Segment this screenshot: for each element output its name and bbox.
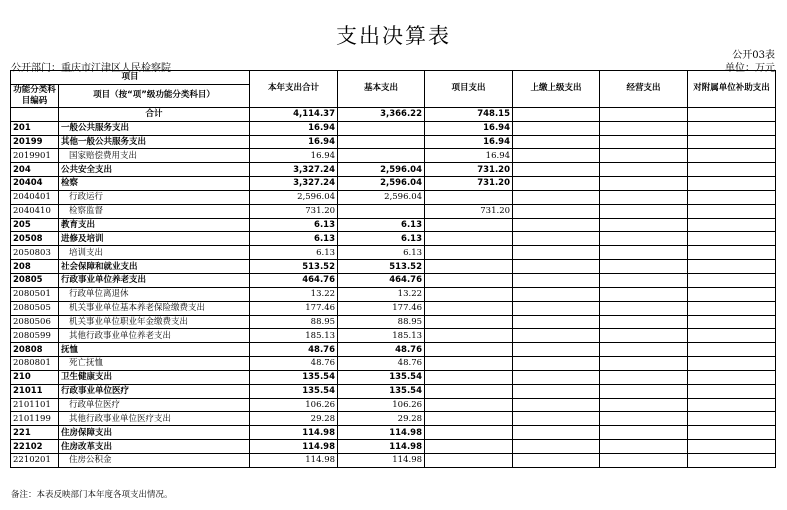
row-subsidy <box>688 315 776 329</box>
table-row <box>11 412 776 426</box>
row-total: 6.13 <box>250 246 338 260</box>
row-operating <box>600 149 688 163</box>
row-total: 135.54 <box>250 384 338 398</box>
row-operating <box>600 357 688 371</box>
table-row <box>11 204 776 218</box>
table-row <box>11 260 776 274</box>
row-subsidy <box>688 426 776 440</box>
row-project <box>425 426 513 440</box>
header-total: 本年支出合计 <box>250 71 338 108</box>
row-operating <box>600 107 688 121</box>
row-code: 204 <box>11 163 59 177</box>
header-subsidy: 对附属单位补助支出 <box>688 71 776 108</box>
row-operating <box>600 273 688 287</box>
row-operating <box>600 343 688 357</box>
row-name: 行政事业单位医疗 <box>59 384 250 398</box>
row-code: 2080501 <box>11 287 59 301</box>
table-row <box>11 384 776 398</box>
table-row <box>11 301 776 315</box>
row-name: 教育支出 <box>59 218 250 232</box>
table-row <box>11 232 776 246</box>
row-upper <box>513 121 600 135</box>
row-total: 6.13 <box>250 218 338 232</box>
row-upper <box>513 398 600 412</box>
row-code: 2040401 <box>11 190 59 204</box>
row-basic <box>338 149 425 163</box>
row-project: 731.20 <box>425 177 513 191</box>
table-row <box>11 453 776 467</box>
row-subsidy <box>688 301 776 315</box>
row-total: 464.76 <box>250 273 338 287</box>
row-project: 731.20 <box>425 204 513 218</box>
table-row <box>11 315 776 329</box>
row-basic: 185.13 <box>338 329 425 343</box>
header-project-exp: 项目支出 <box>425 71 513 108</box>
row-subsidy <box>688 343 776 357</box>
row-code: 221 <box>11 426 59 440</box>
row-name: 机关事业单位职业年金缴费支出 <box>59 315 250 329</box>
row-subsidy <box>688 232 776 246</box>
row-upper <box>513 273 600 287</box>
row-upper <box>513 204 600 218</box>
row-project <box>425 343 513 357</box>
table-row <box>11 370 776 384</box>
row-basic: 29.28 <box>338 412 425 426</box>
department-label: 公开部门：重庆市江津区人民检察院 <box>11 63 171 74</box>
row-subsidy <box>688 135 776 149</box>
row-basic: 48.76 <box>338 357 425 371</box>
header-basic: 基本支出 <box>338 71 425 108</box>
row-upper <box>513 218 600 232</box>
row-subsidy <box>688 398 776 412</box>
row-operating <box>600 301 688 315</box>
row-total: 88.95 <box>250 315 338 329</box>
row-upper <box>513 287 600 301</box>
row-name: 住房保障支出 <box>59 426 250 440</box>
row-upper <box>513 177 600 191</box>
row-subsidy <box>688 107 776 121</box>
row-project: 16.94 <box>425 121 513 135</box>
row-name: 行政单位医疗 <box>59 398 250 412</box>
table-row <box>11 398 776 412</box>
row-name: 抚恤 <box>59 343 250 357</box>
row-total: 16.94 <box>250 149 338 163</box>
header-name: 项目（按“项”级功能分类科目） <box>59 84 250 107</box>
row-subsidy <box>688 357 776 371</box>
row-basic: 135.54 <box>338 384 425 398</box>
row-name: 合计 <box>59 107 250 121</box>
row-project <box>425 218 513 232</box>
row-name: 卫生健康支出 <box>59 370 250 384</box>
row-operating <box>600 412 688 426</box>
row-project <box>425 232 513 246</box>
row-code: 2080801 <box>11 357 59 371</box>
row-subsidy <box>688 287 776 301</box>
row-upper <box>513 440 600 454</box>
row-subsidy <box>688 412 776 426</box>
row-total: 135.54 <box>250 370 338 384</box>
row-total: 177.46 <box>250 301 338 315</box>
row-name: 死亡抚恤 <box>59 357 250 371</box>
row-code: 2019901 <box>11 149 59 163</box>
row-name: 住房改革支出 <box>59 440 250 454</box>
row-total: 48.76 <box>250 357 338 371</box>
row-total: 16.94 <box>250 121 338 135</box>
row-basic <box>338 121 425 135</box>
form-code: 公开03表 <box>732 50 775 61</box>
header-code: 功能分类科目编码 <box>11 84 59 107</box>
row-total: 4,114.37 <box>250 107 338 121</box>
row-project <box>425 287 513 301</box>
row-total: 48.76 <box>250 343 338 357</box>
row-basic: 6.13 <box>338 218 425 232</box>
row-project <box>425 315 513 329</box>
header-upper: 上缴上级支出 <box>513 71 600 108</box>
row-code: 2101199 <box>11 412 59 426</box>
row-basic: 6.13 <box>338 246 425 260</box>
row-project <box>425 329 513 343</box>
row-basic: 48.76 <box>338 343 425 357</box>
table-row <box>11 357 776 371</box>
row-upper <box>513 135 600 149</box>
row-operating <box>600 426 688 440</box>
row-name: 国家赔偿费用支出 <box>59 149 250 163</box>
row-basic: 114.98 <box>338 440 425 454</box>
row-project <box>425 398 513 412</box>
header-project: 项目 <box>11 71 250 85</box>
row-code: 2101101 <box>11 398 59 412</box>
row-name: 住房公积金 <box>59 453 250 467</box>
row-code: 20199 <box>11 135 59 149</box>
total-row <box>11 107 776 121</box>
row-name: 其他行政事业单位养老支出 <box>59 329 250 343</box>
row-code: 2080506 <box>11 315 59 329</box>
row-total: 185.13 <box>250 329 338 343</box>
row-basic: 106.26 <box>338 398 425 412</box>
row-code: 205 <box>11 218 59 232</box>
row-operating <box>600 384 688 398</box>
row-basic: 177.46 <box>338 301 425 315</box>
row-name: 社会保障和就业支出 <box>59 260 250 274</box>
row-total: 16.94 <box>250 135 338 149</box>
row-upper <box>513 246 600 260</box>
row-name: 行政事业单位养老支出 <box>59 273 250 287</box>
row-name: 其他行政事业单位医疗支出 <box>59 412 250 426</box>
row-upper <box>513 453 600 467</box>
table-row <box>11 246 776 260</box>
row-code: 208 <box>11 260 59 274</box>
row-total: 106.26 <box>250 398 338 412</box>
row-code: 210 <box>11 370 59 384</box>
row-upper <box>513 412 600 426</box>
row-upper <box>513 370 600 384</box>
table-row <box>11 163 776 177</box>
row-operating <box>600 260 688 274</box>
row-subsidy <box>688 440 776 454</box>
row-project <box>425 190 513 204</box>
row-basic: 135.54 <box>338 370 425 384</box>
row-basic: 88.95 <box>338 315 425 329</box>
table-row <box>11 149 776 163</box>
row-subsidy <box>688 163 776 177</box>
row-project <box>425 260 513 274</box>
row-operating <box>600 370 688 384</box>
row-basic: 513.52 <box>338 260 425 274</box>
row-code: 20805 <box>11 273 59 287</box>
table-row <box>11 273 776 287</box>
row-project <box>425 370 513 384</box>
row-basic: 464.76 <box>338 273 425 287</box>
row-basic: 6.13 <box>338 232 425 246</box>
row-project <box>425 301 513 315</box>
row-total: 513.52 <box>250 260 338 274</box>
row-subsidy <box>688 177 776 191</box>
row-upper <box>513 426 600 440</box>
row-operating <box>600 121 688 135</box>
table-row <box>11 218 776 232</box>
row-name: 进修及培训 <box>59 232 250 246</box>
row-operating <box>600 218 688 232</box>
row-project: 748.15 <box>425 107 513 121</box>
row-total: 114.98 <box>250 440 338 454</box>
row-name: 一般公共服务支出 <box>59 121 250 135</box>
table-row <box>11 287 776 301</box>
row-project <box>425 440 513 454</box>
row-name: 公共安全支出 <box>59 163 250 177</box>
row-operating <box>600 163 688 177</box>
row-name: 培训支出 <box>59 246 250 260</box>
row-total: 3,327.24 <box>250 177 338 191</box>
row-project: 731.20 <box>425 163 513 177</box>
row-operating <box>600 246 688 260</box>
row-upper <box>513 163 600 177</box>
row-basic: 2,596.04 <box>338 190 425 204</box>
row-name: 检察 <box>59 177 250 191</box>
row-total: 114.98 <box>250 453 338 467</box>
row-subsidy <box>688 121 776 135</box>
row-project <box>425 246 513 260</box>
row-subsidy <box>688 329 776 343</box>
table-row <box>11 135 776 149</box>
row-code: 201 <box>11 121 59 135</box>
row-operating <box>600 204 688 218</box>
unit-label: 单位：万元 <box>725 63 775 74</box>
row-total: 3,327.24 <box>250 163 338 177</box>
row-name: 其他一般公共服务支出 <box>59 135 250 149</box>
footnote: 备注：本表反映部门本年度各项支出情况。 <box>11 490 173 500</box>
row-subsidy <box>688 453 776 467</box>
expenditure-table <box>10 70 776 468</box>
row-subsidy <box>688 370 776 384</box>
row-project <box>425 453 513 467</box>
row-subsidy <box>688 273 776 287</box>
row-total: 13.22 <box>250 287 338 301</box>
row-operating <box>600 287 688 301</box>
row-subsidy <box>688 246 776 260</box>
row-code: 21011 <box>11 384 59 398</box>
table-row <box>11 190 776 204</box>
row-project: 16.94 <box>425 135 513 149</box>
row-code: 22102 <box>11 440 59 454</box>
row-basic: 114.98 <box>338 453 425 467</box>
row-name: 检察监督 <box>59 204 250 218</box>
row-subsidy <box>688 260 776 274</box>
row-project: 16.94 <box>425 149 513 163</box>
row-code: 2080505 <box>11 301 59 315</box>
row-code: 2210201 <box>11 453 59 467</box>
row-upper <box>513 190 600 204</box>
row-upper <box>513 357 600 371</box>
row-code: 2040410 <box>11 204 59 218</box>
row-upper <box>513 329 600 343</box>
row-name: 行政运行 <box>59 190 250 204</box>
table-row <box>11 343 776 357</box>
table-row <box>11 177 776 191</box>
row-basic: 2,596.04 <box>338 177 425 191</box>
row-upper <box>513 301 600 315</box>
row-code <box>11 107 59 121</box>
row-operating <box>600 135 688 149</box>
row-project <box>425 357 513 371</box>
row-total: 6.13 <box>250 232 338 246</box>
row-total: 2,596.04 <box>250 190 338 204</box>
row-operating <box>600 329 688 343</box>
row-project <box>425 273 513 287</box>
row-total: 114.98 <box>250 426 338 440</box>
row-operating <box>600 315 688 329</box>
row-upper <box>513 343 600 357</box>
row-subsidy <box>688 384 776 398</box>
page-title: 支出决算表 <box>336 24 451 48</box>
row-code: 2080599 <box>11 329 59 343</box>
row-basic: 13.22 <box>338 287 425 301</box>
row-basic: 3,366.22 <box>338 107 425 121</box>
row-code: 2050803 <box>11 246 59 260</box>
row-basic: 2,596.04 <box>338 163 425 177</box>
row-upper <box>513 149 600 163</box>
table-row <box>11 121 776 135</box>
row-upper <box>513 107 600 121</box>
row-basic: 114.98 <box>338 426 425 440</box>
row-subsidy <box>688 190 776 204</box>
row-subsidy <box>688 218 776 232</box>
row-upper <box>513 315 600 329</box>
row-code: 20808 <box>11 343 59 357</box>
row-operating <box>600 177 688 191</box>
row-operating <box>600 440 688 454</box>
row-subsidy <box>688 149 776 163</box>
row-total: 731.20 <box>250 204 338 218</box>
row-operating <box>600 453 688 467</box>
row-code: 20404 <box>11 177 59 191</box>
row-project <box>425 384 513 398</box>
row-operating <box>600 190 688 204</box>
row-operating <box>600 232 688 246</box>
row-upper <box>513 260 600 274</box>
row-operating <box>600 398 688 412</box>
table-row <box>11 440 776 454</box>
header-operating: 经营支出 <box>600 71 688 108</box>
row-upper <box>513 232 600 246</box>
row-upper <box>513 384 600 398</box>
row-total: 29.28 <box>250 412 338 426</box>
row-basic <box>338 135 425 149</box>
row-basic <box>338 204 425 218</box>
row-project <box>425 412 513 426</box>
row-subsidy <box>688 204 776 218</box>
table-row <box>11 426 776 440</box>
row-code: 20508 <box>11 232 59 246</box>
row-name: 行政单位离退休 <box>59 287 250 301</box>
row-name: 机关事业单位基本养老保险缴费支出 <box>59 301 250 315</box>
table-row <box>11 329 776 343</box>
